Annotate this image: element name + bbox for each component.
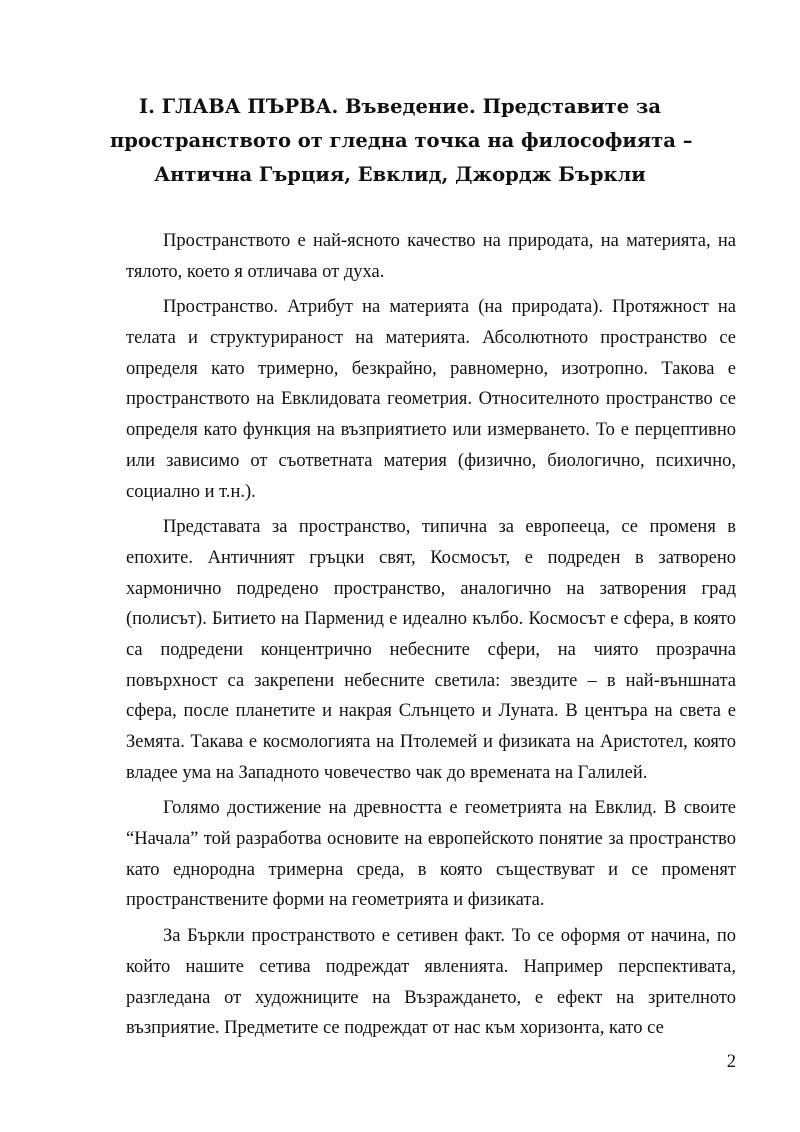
title-line: пространството от гледна точка на философията – [110, 129, 693, 152]
text-line: хармонично подредено пространство, аналогично на затворения град [126, 578, 736, 599]
text-line: Представата за пространство, типична за европееца, се променя в [163, 517, 736, 538]
text-line: (полисът). Битието на Парменид е идеално кълбо. Космосът е сфера, в която [126, 609, 736, 630]
text-line: сфера, после планетите и накрая Слънцето и Луната. В центъра на света е [126, 701, 736, 722]
text-line: като еднородна тримерна среда, в която съществуват и се променят [126, 859, 736, 880]
text-line: социално и т.н.). [126, 481, 256, 502]
text-line: епохите. Античният гръцки свят, Космосът, е подреден в затворено [126, 547, 736, 568]
text-line: или зависимо от съответната материя (физично, биологично, психично, [126, 450, 736, 471]
body-text [126, 226, 736, 1049]
text-line: разгледана от художниците на Възраждането, е ефект на зрителното [126, 987, 736, 1008]
text-line: Голямо достижение на древността е геометрията на Евклид. В своите [163, 798, 736, 819]
text-line: възприятие. Предметите се подреждат от нас към хоризонта, като се [126, 1018, 664, 1039]
title-line: I. ГЛАВА ПЪРВА. Въведение. Представите за [138, 95, 662, 118]
text-line: За Бъркли пространството е сетивен факт. То се оформя от начина, по [163, 926, 736, 947]
text-line: тялото, което я отличава от духа. [126, 261, 385, 282]
paragraph [126, 793, 736, 916]
text-line: повърхност са закрепени небесните светила: звездите – в най-външната [126, 670, 736, 691]
text-line: телата и структурираност на материята. Абсолютното пространство се [126, 328, 736, 349]
text-line: пространствените форми на геометрията и физиката. [126, 890, 545, 911]
paragraph [126, 921, 736, 1044]
text-line: Пространство. Атрибут на материята (на природата). Протяжност на [163, 297, 736, 318]
paragraph [126, 292, 736, 507]
text-line: пространството на Евклидовата геометрия. Относителното пространство се [126, 389, 736, 410]
text-line: са подредени концентрично небесните сфери, на чиято прозрачна [126, 639, 736, 660]
text-line: “Начала” той разработва основите на европейското понятие за пространство [126, 829, 736, 850]
text-line: Земята. Такава е космологията на Птолемей и физиката на Аристотел, която [126, 732, 736, 752]
page-number: 2 [726, 1052, 736, 1072]
chapter-title [110, 90, 693, 192]
text-line: Пространството е най-ясното качество на природата, на материята, на [163, 231, 736, 251]
title-line: Антична Гърция, Евклид, Джордж Бъркли [154, 163, 646, 186]
text-line: определя като функция на възприятието или измерването. То е перцептивно [126, 420, 736, 441]
paragraph [126, 226, 736, 287]
paragraph [126, 512, 736, 788]
text-line: определя като тримерно, безкрайно, равномерно, изотропно. Такова е [126, 358, 736, 379]
text-line: владее ума на Западното човечество чак до времената на Галилей. [126, 762, 648, 783]
text-line: който нашите сетива подреждат явленията. Например перспективата, [126, 956, 736, 977]
